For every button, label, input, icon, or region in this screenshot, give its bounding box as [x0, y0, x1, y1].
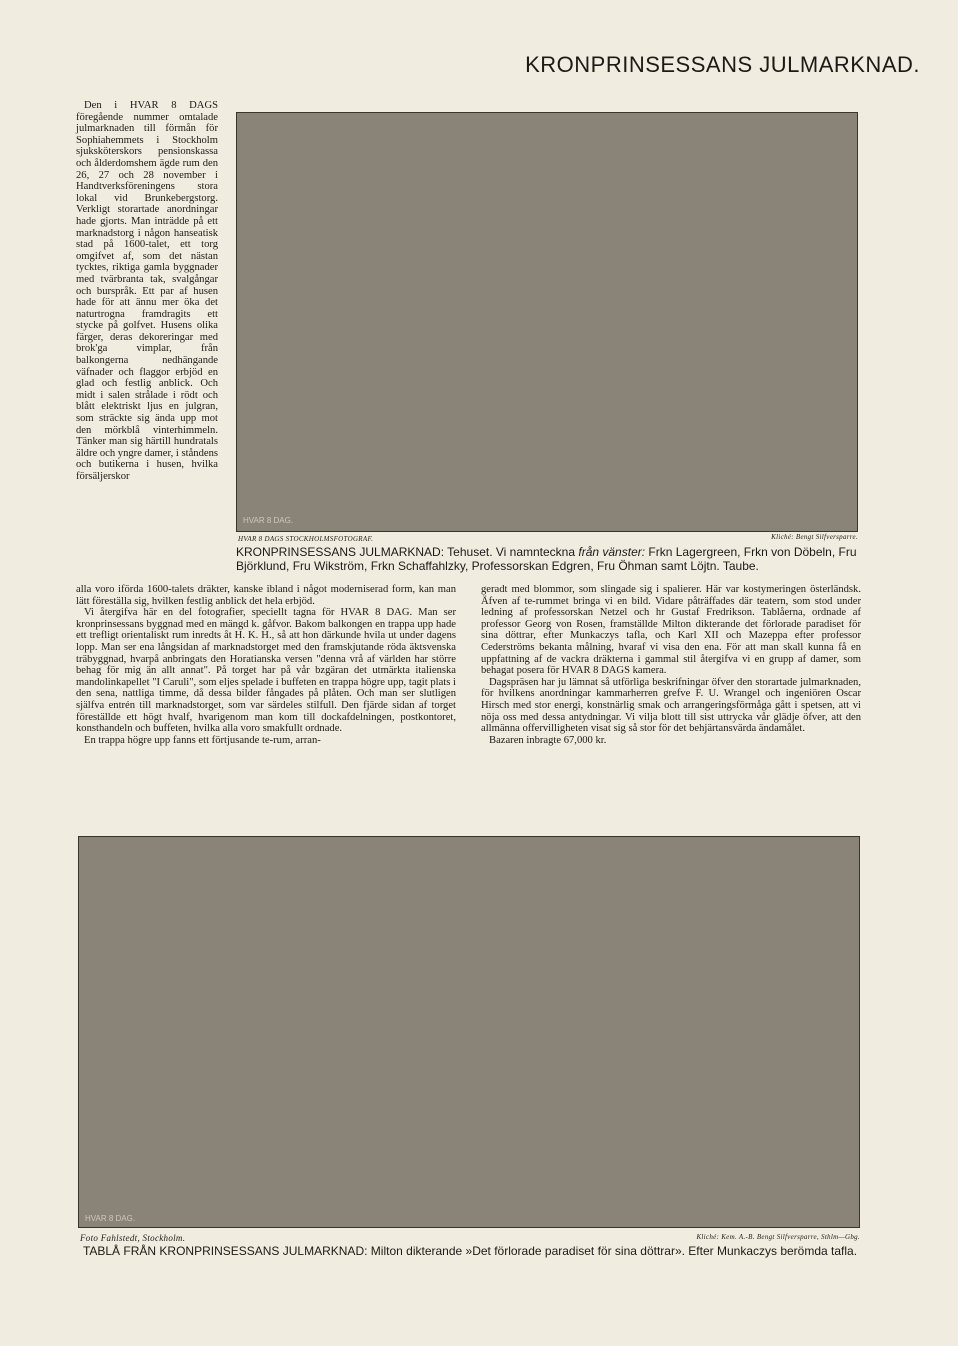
photo-credit-left: HVAR 8 DAGS STOCKHOLMSFOTOGRAF.	[238, 535, 374, 543]
paragraph: Den i HVAR 8 DAGS föregående nummer omtalade julmarknaden till förmån för Sophiahemmets i Stockholm sjuksköterskors pensionskassa och ålderdomshem ägde rum den 26, 27 och 28 november i Handtverksföreningens stora lokal vid Brunkebergstorg. Verkligt storartade anordningar hade gjorts. Man inträdde på ett marknadstorg i någon hanseatisk stad på 1600-talet, ett torg omgifvet af, som det nästan tycktes, riktiga gamla byggnader med tvärbranta tak, svalgångar och burspråk. Ett par af husen hade för att ännu mer öka det naturtrogna framdragits ett stycke på golfvet. Husens olika färger, deras dekoreringar med brok'ga vimplar, från balkongerna nedhängande väfnader och flaggor erbjöd en glad och festlig anblick. Och midt i salen strålade i rödt och blått elektriskt ljus en julgran, som sträckte sig ända upp mot den mörkblå vinterhimmeln. Tänker man sig härtill hundratals äldre och yngre damer, i ståndens och butikerna i husen, hvilka försäljerskor	[76, 100, 218, 482]
milton-tableau-photo	[78, 836, 860, 1228]
paragraph: Bazaren inbragte 67,000 kr.	[489, 734, 607, 746]
photo-watermark: HVAR 8 DAG.	[85, 1214, 136, 1223]
paragraph: alla voro iförda 1600-talets dräkter, kanske ibland i något moderniserad form, kan man lätt föreställa sig, hvilken festlig anblick det hela erbjöd.	[76, 584, 456, 607]
caption-text: Tehuset. Vi namnteckna	[447, 545, 576, 559]
paragraph: En trappa högre upp fanns ett förtjusande te-rum, arran-	[84, 734, 321, 746]
photo-watermark: HVAR 8 DAG.	[243, 516, 294, 525]
photo-credit-right: Kliché: Kem. A.-B. Bengt Silfversparre, Sthlm—Gbg.	[696, 1233, 860, 1241]
paragraph: Dagspräsen har ju lämnat så utförliga beskrifningar öfver den storartade julmarknaden, för hvilkens anordningar kammarherren grefve F. U. Wrangel och ingeniören Oscar Hirsch med stor energi, konstnärlig smak och arrangeringsförmåga gått i spetsen, att vi nöja oss med dessa antydningar. Vi vilja blott till sist uttrycka vår glädje öfver, att den allmänna offervilligheten visat sig så stor för det behjärtansvärda ändamålet.	[481, 676, 861, 735]
page-title: KRONPRINSESSANS JULMARKNAD.	[525, 52, 920, 77]
article-left-column	[76, 584, 456, 746]
caption-italic: från vänster:	[578, 545, 646, 559]
caption-text-continued: Frkn Lagergreen, Frkn von Döbeln, Fru Björklund, Fru Wikström, Frkn Schaffahlzky, Professorskan Edgren, Fru Öhman samt Löjtn. Taube.	[236, 545, 857, 573]
caption-lead: KRONPRINSESSANS JULMARKNAD:	[236, 545, 445, 559]
photo-caption	[80, 1244, 860, 1258]
tea-house-photo	[236, 112, 858, 532]
photo-credit-left: Foto Fahlstedt, Stockholm.	[80, 1233, 186, 1243]
caption-lead: TABLÅ FRÅN KRONPRINSESSANS JULMARKNAD:	[82, 1244, 368, 1258]
article-right-column	[481, 584, 861, 746]
paragraph: geradt med blommor, som slingade sig i spalierer. Här var kostymeringen österländsk. Äfven af te-rummet bringa vi en bild. Vidare påträffades där teatern, som stod under ledning af professorskan Netzel och hr Gustaf Fredrikson. Tablåerna, ordnade af professor Georg von Rosen, framställde Milton dikterande det förlorade paradiset för sina döttrar, efter Munkaczys tafla, och Karl XII och Mazeppa efter professor Cederströms bekanta målning, hvaraf vi visa den ena. För att man skall kunna få en uppfattning af de vackra dräkterna i gammal stil återgifva vi en grupp af damer, som behagat posera för HVAR 8 DAGS kamera.	[481, 584, 861, 677]
article-narrow-column	[76, 100, 218, 483]
caption-text: Milton dikterande »Det förlorade paradiset för sina döttrar». Efter Munkaczys berömda tafla.	[370, 1244, 858, 1258]
photo-credit-right: Kliché: Bengt Silfversparre.	[771, 533, 858, 541]
paragraph: Vi återgifva här en del fotografier, speciellt tagna för HVAR 8 DAG. Man ser kronprinsessans byggnad med en mängd k. gåfvor. Bakom balkongen en trappa upp hade ett trefligt orientaliskt rum inredts åt H. K. H., så att hon därkunde hvila ut under dagens lopp. Man ser ena långsidan af marknadstorget med den framskjutande röda äktsvenska träbyggnad, hvarpå anbringats den Horatianska versen "denna vrå af världen har större behag för mig än allt annat". På torget har på vår bzgäran det utmärkta italienska mandolinkapellet "I Caruli", som eljes spelade i buffeten en trappa högre upp, tagit plats i den sena, nattliga timme, då dessa bilder fångades på plåten. Och man ser slutligen själfva entrén till marknadstorget, som var särdeles stilfull. Den fjärde sidan af torget föreställde ett högt hvalf, hvarigenom man kom till dockafdelningen, postkontoret, konsthandeln och buffeten, hvilka alla voro smakfullt ordnade.	[76, 607, 456, 735]
photo-caption	[236, 545, 860, 573]
